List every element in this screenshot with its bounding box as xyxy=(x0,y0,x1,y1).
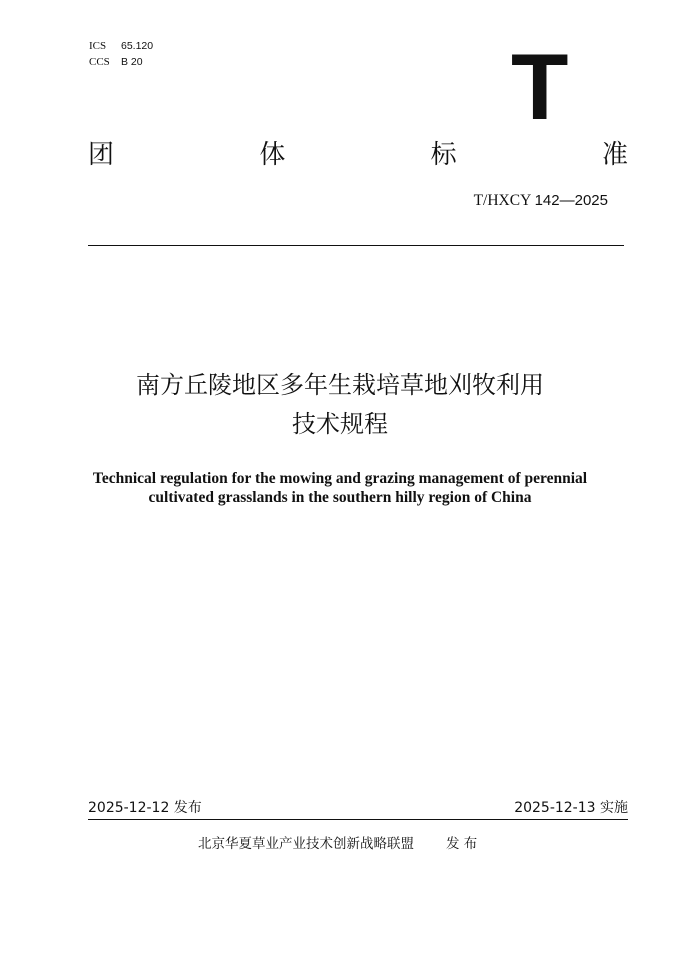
implement-date: 2025-12-13 实施 xyxy=(514,800,628,816)
group-title-char-2: 体 xyxy=(259,140,286,170)
group-standard-title xyxy=(88,140,628,170)
chinese-title-line-2: 技术规程 xyxy=(292,410,388,438)
standard-number-digits: 142—2025 xyxy=(534,192,608,209)
english-title-line-1: Technical regulation for the mowing and grazing management of perennial xyxy=(92,470,588,487)
standard-type-letter: T xyxy=(511,34,569,139)
standard-number-prefix: T/HXCY xyxy=(473,192,531,209)
publish-date: 2025-12-12 发布 xyxy=(88,800,202,816)
ics-label: ICS xyxy=(89,40,107,52)
ics-line xyxy=(89,40,153,53)
ccs-value: B 20 xyxy=(121,56,143,68)
issuer-line xyxy=(198,835,477,853)
issuer-action: 发 布 xyxy=(446,836,478,852)
chinese-title-line-1: 南方丘陵地区多年生栽培草地刈牧利用 xyxy=(136,371,544,399)
english-title-line-2: cultivated grasslands in the southern hilly region of China xyxy=(148,489,532,506)
ics-value: 65.120 xyxy=(121,40,154,52)
issuer-name: 北京华夏草业产业技术创新战略联盟 xyxy=(198,836,414,852)
group-title-char-3: 标 xyxy=(430,140,457,170)
top-divider xyxy=(88,245,624,246)
bottom-divider xyxy=(88,819,628,820)
standard-number xyxy=(474,192,608,210)
ccs-line xyxy=(89,56,143,69)
ccs-label: CCS xyxy=(89,56,110,68)
group-title-char-4: 准 xyxy=(601,140,628,170)
group-title-char-1: 团 xyxy=(88,140,115,170)
